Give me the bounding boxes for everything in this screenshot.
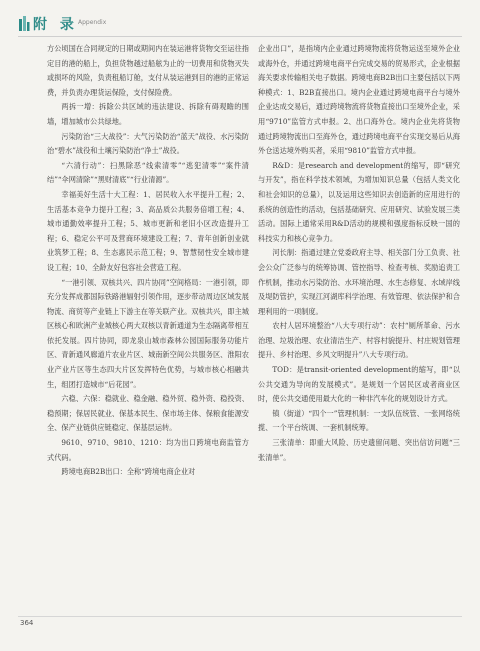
paragraph: 六稳、六保：稳就业、稳金融、稳外贸、稳外资、稳投资、稳预期；保居民就业、保基本民生、保市场主体、保粮食能源安全、保产业链供应链稳定、保基层运转。	[47, 394, 249, 433]
page-number: 364	[20, 619, 34, 627]
left-column	[47, 42, 249, 480]
section-title: 附 录	[33, 17, 78, 33]
paragraph: 镇（街道）“四个一”管理机制：一支队伍统管、一张网络统揽、一个平台统调、一套机制统筹。	[258, 408, 460, 433]
paragraph: 农村人居环境整治“八大专项行动”：农村“厕所革命、污水治理、垃圾治理、农业清洁生产、村容村貌提升、村庄规划管理提升、乡村治理、乡风文明提升”八大专项行动。	[258, 321, 460, 360]
paragraph: 9610、9710、9810、1210：均为出口跨境电商监管方式代码。	[47, 438, 249, 462]
paragraph: 幸福美好生活十大工程：1、居民收入水平提升工程；2、生活基本竞争力提升工程；3、高品质公共服务倍增工程；4、城市通勤效率提升工程；5、城市更新和老旧小区改造提升工程；6、稳定公平可及营商环境建设工程；7、青年创新创业就业筑梦工程；8、生态惠民示范工程；9、智慧韧性安全城市建设工程；10、全龄友好包容社会营造工程。	[47, 189, 249, 272]
paragraph: “六清行动”：扫黑除恶“线索清零”“逃犯清零”“案件清结”“伞网清除”“黑财清底”“行业清源”。	[47, 160, 249, 185]
footer-divider	[18, 616, 462, 617]
paragraph: 污染防治“三大战役”：大气污染防治“蓝天”战役、水污染防治“碧水”战役和土壤污染防治“净土”战役。	[47, 131, 249, 156]
section-subtitle: Appendix	[78, 19, 107, 26]
right-column	[258, 42, 460, 465]
paragraph: 方公顷国在合同规定的日期或期间内在装运港将货物交至运往指定目的港的船上，负担货物越过船舷为止的一切费用和货物灭失或损坏的风险，负责租船订舱，支付从装运港到目的港的正常运费，并负责办理货运保险，支付保险费。	[47, 44, 249, 97]
page-header	[0, 0, 480, 44]
header-divider	[18, 36, 462, 37]
paragraph: 跨境电商B2B出口：全称“跨境电商企业对	[61, 467, 196, 477]
paragraph: 三张清单：即重大风险、历史遗留问题、突出信访问题“三张清单”。	[258, 438, 460, 462]
paragraph: 两拆一增：拆除公共区域的违法建设、拆除有碍观瞻的围墙，增加城市公共绿地。	[47, 102, 249, 126]
logo-icon	[18, 16, 30, 32]
paragraph: 河长制：指通过建立党委政府主导、相关部门分工负责、社会公众广泛参与的统筹协调、管控指导、检查考核、奖励追责工作机制，推动水污染防治、水环境治理、水生态修复、水域岸线及堤防管护，实现江河湖库科学治理、有效管理、依法保护和合理利用的一项制度。	[258, 248, 460, 316]
paragraph: R&D：是research and development的缩写，即“研究与开发”，指在科学技术领域，为增加知识总量（包括人类文化和社会知识的总量），以及运用这些知识去创造新的应用进行的系统的创造性的活动，包括基础研究、应用研究、试验发展三类活动。国际上通常采用R&D活动的规模和强度指标反映一国的科技实力和核心竞争力。	[258, 160, 460, 243]
paragraph: TOD：是transit-oriented development的缩写，即“以公共交通为导向的发展模式”。是规划一个居民区或者商业区时，使公共交通使用最大化的一种非汽车化的规划设计方式。	[258, 365, 460, 404]
paragraph: “一港引领、双核共兴、四片协同”空间格局：一港引领，即充分发挥成都国际铁路港辐射引领作用，逐步带动周边区域发展物流、商贸等产业链上下游主在等关联产业。双核共兴，即主城区核心和欧洲产业城核心两大双核以青新通道为生态隔离带相互依托发展。四片协同，即龙泉山城市森林公园国际服务功能片区、青新通风廊道片农业片区、城南新空间公共服务区、淮阳农业产业片区等生态四大片区发挥特色优势，与城市核心相融共生，组团打造城市“后花园”。	[47, 277, 249, 389]
paragraph: 企业出口”，是指境内企业通过跨境物流将货物运送至境外企业或海外仓，并通过跨境电商平台完成交易的贸易形式，企业根据海关要求传输相关电子数据。跨境电商B2B出口主要包括以下两种模式：1、B2B直接出口。境内企业通过跨境电商平台与境外企业达成交易后，通过跨境物流将货物直接出口至境外企业，采用“9710”监管方式申报。2、出口海外仓。境内企业先将货物通过跨境物流出口至海外仓，通过跨境电商平台实现交易后从海外仓送达境外购买者，采用“9810”监管方式申报。	[258, 44, 461, 156]
